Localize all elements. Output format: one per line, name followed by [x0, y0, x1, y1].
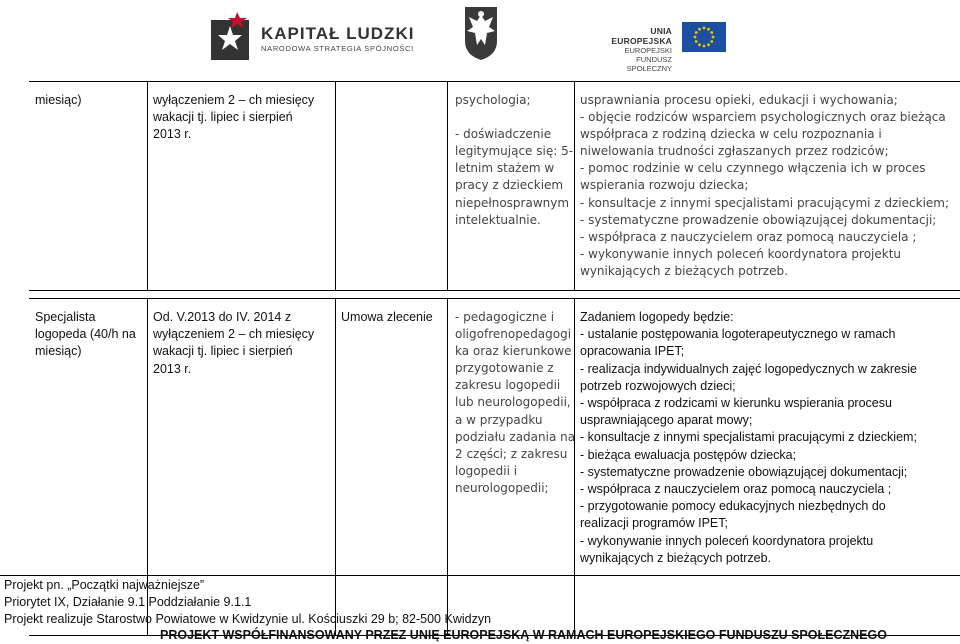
cofinancing-line: PROJEKT WSPÓŁFINANSOWANY PRZEZ UNIĘ EUROPEJSKĄ W RAMACH EUROPEJSKIEGO FUNDUSZU SPOŁECZNEGO: [160, 628, 887, 642]
eu-line2: EUROPEJSKI: [624, 46, 672, 55]
address-line: Projekt realizuje Starostwo Powiatowe w Kwidzynie ul. Kościuszki 29 b; 82-500 Kwidzyn: [4, 612, 492, 626]
kapital-subtitle: NARODOWA STRATEGIA SPÓJNOŚCI: [261, 44, 414, 53]
cell-text: - objęcie rodziców wsparciem psychologicznych oraz bieżąca: [580, 110, 946, 125]
cell-text: Od. V.2013 do IV. 2014 z: [153, 310, 292, 324]
duties-cell: [580, 299, 956, 567]
cell-text: wakacji tj. lipiec i sierpień: [153, 110, 293, 125]
cell-text: niwelowania trudności zgłaszanych przez rodziców;: [580, 144, 889, 159]
cell-text: usprawniania procesu opieki, edukacji i wychowania;: [580, 93, 898, 107]
requirements-cell: [455, 299, 576, 497]
priority-line: Priorytet IX, Działanie 9.1 Poddziałanie 9.1.1: [4, 595, 252, 609]
kapital-ludzki-logo-icon: [211, 12, 249, 60]
period-cell: [153, 299, 329, 378]
cell-text: współpraca z rodziną dziecka w celu rozpoznania i: [580, 127, 882, 142]
cell-text: wynikających z bieżących potrzeb.: [580, 550, 772, 565]
period-cell: [153, 82, 329, 144]
cell-text: 2013 r.: [153, 127, 192, 142]
requirements-cell: [455, 82, 574, 229]
cell-text: niepełnosprawnym: [455, 195, 570, 210]
cell-text: - współpraca z nauczycielem oraz pomocą nauczyciela ;: [580, 482, 892, 497]
cell-text: legitymujące się: 5-: [455, 144, 574, 159]
cell-text: neurologopedii;: [455, 480, 549, 495]
cell-text: a w przypadku: [455, 412, 543, 427]
cell-text: - pedagogiczne i: [455, 310, 555, 324]
cell-text: Umowa zlecenie: [341, 310, 433, 324]
cell-text: - ustalanie postępowania logoterapeutycznego w ramach: [580, 327, 896, 342]
cell-text: miesiąc): [35, 344, 82, 359]
cell-text: - współpraca z nauczycielem oraz pomocą nauczyciela ;: [580, 229, 917, 244]
cell-text: oligofrenopedagogi: [455, 327, 572, 342]
cell-text: - konsultacje z innymi specjalistami pracującymi z dzieckiem;: [580, 430, 917, 445]
footer-divider: [0, 575, 960, 576]
cell-text: wyłączeniem 2 – ch miesięcy: [153, 327, 315, 342]
cell-text: - systematyczne prowadzenie obowiązującej dokumentacji;: [580, 464, 908, 479]
cell-text: logopeda (40/h na: [35, 327, 136, 342]
cell-text: wakacji tj. lipiec i sierpień: [153, 344, 293, 359]
cell-text: przygotowanie z: [455, 361, 554, 376]
cell-text: realizacji programów IPET;: [580, 516, 728, 531]
cell-text: - realizacja indywidualnych zajęć logopedycznych w zakresie: [580, 361, 917, 376]
cell-text: - pomoc rodzinie w celu czynnego włączenia ich w proces: [580, 161, 926, 176]
cell-text: potrzeb rozwojowych dzieci;: [580, 378, 736, 393]
project-name: Projekt pn. „Początki najważniejsze”: [4, 578, 205, 592]
cell-text: - doświadczenie: [455, 127, 552, 142]
cell-text: - systematyczne prowadzenie obowiązującej dokumentacji;: [580, 212, 937, 227]
cell-text: lub neurologopedii,: [455, 395, 571, 410]
duties-cell: [580, 82, 956, 280]
cell-text: psychologia;: [455, 93, 531, 107]
cell-text: opracowania IPET;: [580, 344, 685, 359]
eu-text: [594, 26, 672, 73]
cell-text: Specjalista: [35, 310, 96, 324]
cell-text: zakresu logopedii: [455, 378, 561, 393]
cell-text: ka oraz kierunkowe: [455, 344, 572, 359]
cell-text: letnim stażem w: [455, 161, 555, 176]
cell-text: logopedii i: [455, 463, 518, 478]
table-row: [29, 81, 960, 291]
contract-type-cell: [341, 299, 439, 326]
cell-text: - wykonywanie innych poleceń koordynatora projektu: [580, 246, 902, 261]
cell-text: pracy z dzieckiem: [455, 178, 564, 193]
cell-text: - bieżąca ewaluacja postępów dziecka;: [580, 447, 797, 462]
cell-text: Zadaniem logopedy będzie:: [580, 310, 734, 324]
cell-text: - przygotowanie pomocy edukacyjnych niezbędnych do: [580, 499, 886, 514]
cell-text: 2013 r.: [153, 361, 192, 376]
cell-text: wspierania rozwoju dziecka;: [580, 178, 749, 193]
kapital-ludzki-text: [261, 25, 414, 53]
cell-text: wynikających z bieżących potrzeb.: [580, 263, 788, 278]
cell-text: podziału zadania na: [455, 429, 576, 444]
cell-text: - wykonywanie innych poleceń koordynatora projektu: [580, 533, 874, 548]
logo-header: [0, 0, 960, 72]
eagle-emblem-icon: [463, 5, 499, 61]
cell-text: - współpraca z rodzicami w kierunku wspierania procesu: [580, 396, 892, 411]
cell-text: [455, 109, 571, 126]
position-cell: [35, 299, 141, 361]
cell-text: - konsultacje z innymi specjalistami pracującymi z dzieckiem;: [580, 195, 950, 210]
cell-text: usprawniającego aparat mowy;: [580, 413, 753, 428]
eu-flag-icon: [682, 22, 726, 52]
position-cell: [35, 82, 141, 109]
cell-text: 2 części; z zakresu: [455, 446, 568, 461]
cell-text: miesiąc): [35, 93, 82, 107]
eu-line1: UNIA EUROPEJSKA: [611, 26, 672, 46]
cell-text: wyłączeniem 2 – ch miesięcy: [153, 93, 315, 107]
eu-line3: FUNDUSZ SPOŁECZNY: [626, 55, 672, 73]
kapital-title: KAPITAŁ LUDZKI: [261, 24, 415, 43]
cell-text: intelektualnie.: [455, 212, 541, 227]
